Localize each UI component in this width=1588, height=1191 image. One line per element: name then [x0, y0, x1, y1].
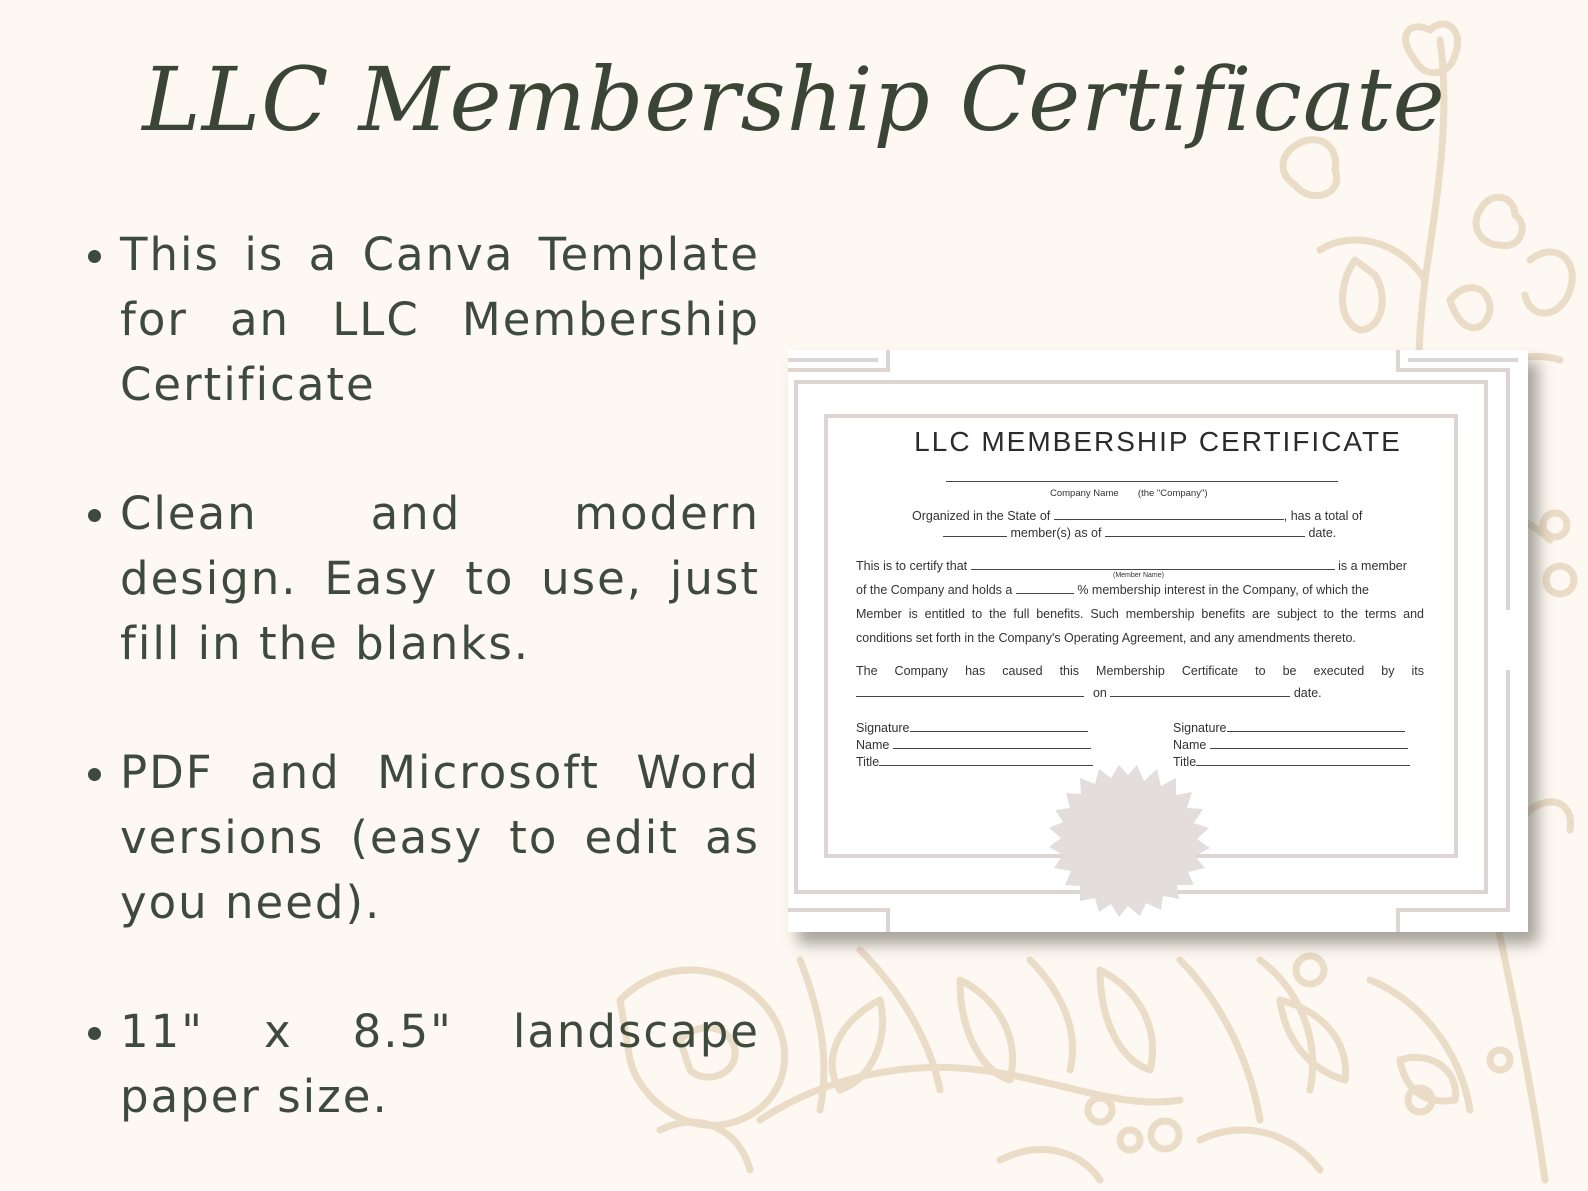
name-field[interactable] [893, 737, 1091, 749]
signature-label: Signature [1173, 721, 1227, 735]
feature-item: This is a Canva Template for an LLC Membership Certificate [88, 222, 760, 417]
signature-field[interactable] [1227, 720, 1405, 732]
feature-item: PDF and Microsoft Word versions (easy to edit as you need). [88, 740, 760, 935]
organized-label: Organized in the State of [912, 509, 1051, 523]
name-field[interactable] [1210, 737, 1408, 749]
as-of-date-field[interactable] [1105, 525, 1305, 537]
is-member-label: is a member [1338, 559, 1407, 573]
signature-block-right [1173, 720, 1410, 771]
gold-seal [1049, 765, 1210, 917]
holds-prefix: of the Company and holds a [856, 583, 1013, 597]
page-title: LLC Membership Certificate [142, 48, 1446, 151]
feature-item: Clean and modern design. Easy to use, just fill in the blanks. [88, 481, 760, 676]
executed-label: The Company has caused this Membership Certificate to be executed by its [856, 664, 1424, 678]
state-field[interactable] [1054, 508, 1284, 520]
name-label: Name [1173, 738, 1207, 752]
member-count-field[interactable] [943, 525, 1007, 537]
name-label: Name [856, 738, 890, 752]
certify-label: This is to certify that [856, 559, 968, 573]
signature-block-left [856, 720, 1093, 771]
signature-field[interactable] [910, 720, 1088, 732]
certificate-preview [788, 350, 1528, 932]
date-end-label: date. [1293, 686, 1322, 700]
certificate-heading: LLC MEMBERSHIP CERTIFICATE [914, 426, 1402, 457]
member-name-field[interactable] [971, 558, 1335, 570]
title-label: Title [856, 755, 880, 769]
signature-label: Signature [856, 721, 910, 735]
officer-field[interactable] [856, 685, 1084, 697]
company-name-caption: Company Name [1050, 488, 1119, 499]
has-total-label: , has a total of [1283, 509, 1363, 523]
company-alias: (the "Company") [1137, 488, 1208, 499]
title-field[interactable] [1196, 754, 1410, 766]
holds-suffix: % membership interest in the Company, of which the [1077, 583, 1369, 597]
title-field[interactable] [879, 754, 1093, 766]
benefits-paragraph: Member is entitled to the full benefits. Such membership benefits are subject to the terms and conditions set forth in the Company's Operating Agreement, and any amendments thereto. [856, 607, 1424, 645]
title-label: Title [1173, 755, 1197, 769]
feature-list [88, 222, 760, 1129]
member-name-caption: (Member Name) [1113, 572, 1164, 579]
on-label: on [1092, 686, 1107, 700]
percentage-field[interactable] [1016, 582, 1074, 594]
feature-item: 11" x 8.5" landscape paper size. [88, 999, 760, 1129]
date-label: date. [1308, 526, 1337, 540]
company-name-line [946, 480, 1338, 482]
execution-date-field[interactable] [1110, 685, 1290, 697]
members-as-of-label: member(s) as of [1010, 526, 1102, 540]
